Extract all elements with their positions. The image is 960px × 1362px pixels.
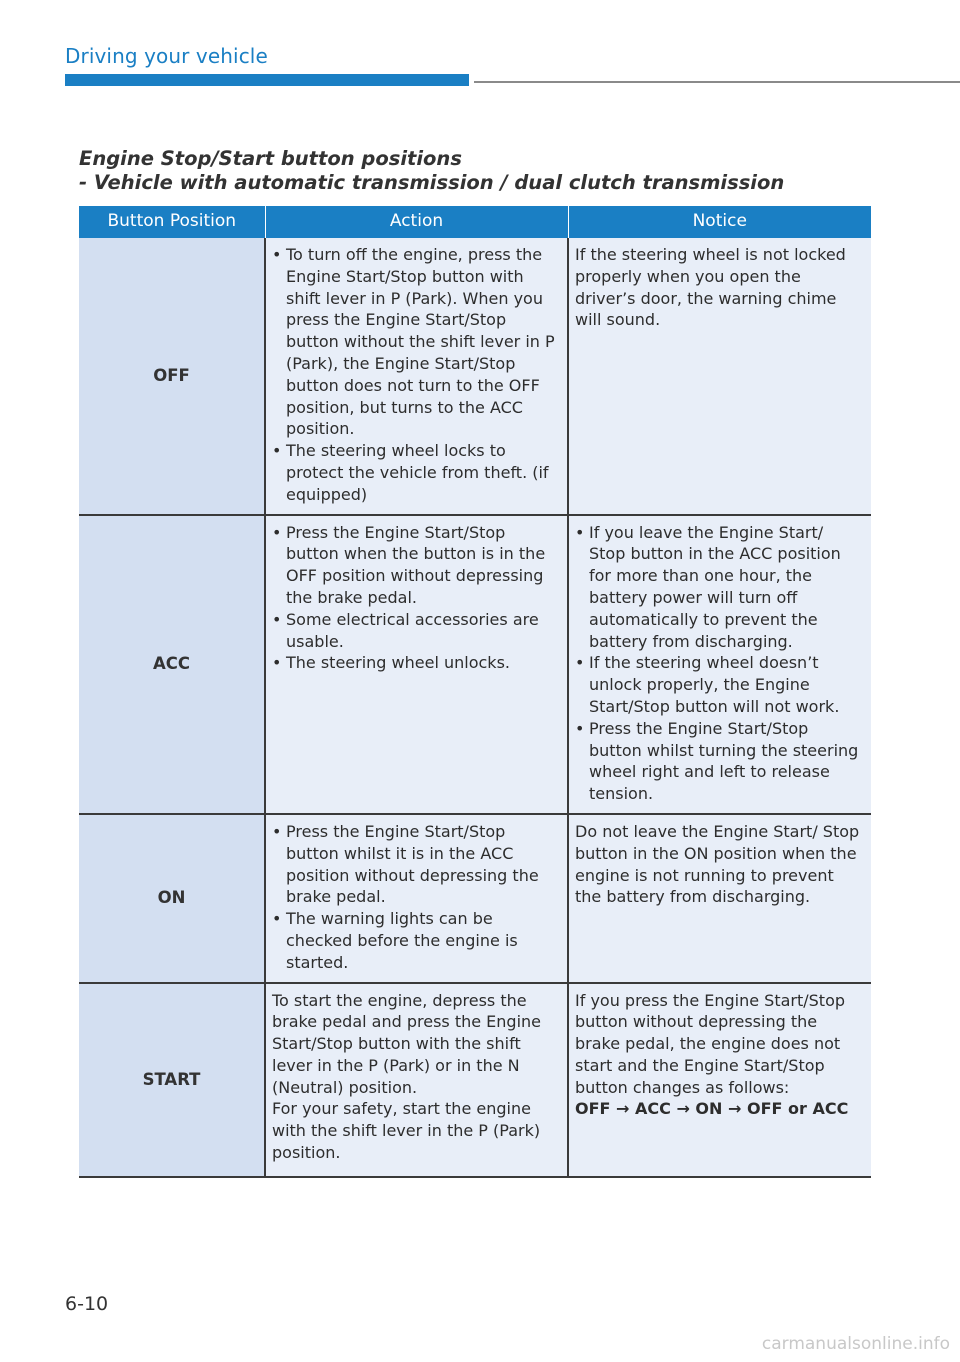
list-item: • Press the Engine Start/Stop button whilst it is in the ACC position without depressing the brake pedal. [272, 821, 560, 908]
action-safety-text: For your safety, start the engine with the shift lever in the P (Park) position. [272, 1099, 541, 1163]
notice-cell [568, 515, 871, 814]
page-number: 6-10 [65, 1293, 109, 1315]
list-item: • Press the Engine Start/Stop button when the button is in the OFF position without depressing the brake pedal. [272, 522, 560, 609]
heading-line-2: - Vehicle with automatic transmission / dual clutch transmission [79, 171, 785, 194]
position-cell: START [79, 983, 265, 1177]
section-title: Driving your vehicle [65, 44, 268, 68]
action-cell [265, 238, 568, 515]
action-cell [265, 983, 568, 1177]
page-heading [79, 147, 879, 195]
notice-cell: Do not leave the Engine Start/ Stop button in the ON position when the engine is not running to prevent the battery from discharging. [568, 814, 871, 983]
action-cell [265, 814, 568, 983]
table-row-on [79, 814, 871, 983]
column-header-notice: Notice [568, 206, 871, 238]
header-accent-bar [65, 74, 469, 86]
column-header-position: Button Position [79, 206, 265, 238]
list-item: • The warning lights can be checked before the engine is started. [272, 908, 560, 973]
action-cell [265, 515, 568, 814]
notice-cell: If the steering wheel is not locked properly when you open the driver’s door, the warning chime will sound. [568, 238, 871, 515]
heading-line-1: Engine Stop/Start button positions [79, 147, 462, 170]
position-cell: ACC [79, 515, 265, 814]
button-positions-table [79, 206, 871, 1178]
header-divider [474, 81, 960, 83]
table-row-off [79, 238, 871, 515]
watermark: carmanualsonline.info [761, 1334, 950, 1354]
notice-cell [568, 983, 871, 1177]
list-item: • The steering wheel unlocks. [272, 652, 560, 674]
list-item: • To turn off the engine, press the Engine Start/Stop button with shift lever in P (Park). When you press the Engine Start/Stop button without the shift lever in P (Park), the Engine Start/Stop button does not turn to the OFF position, but turns to the ACC position. [272, 244, 560, 440]
position-sequence: OFF → ACC → ON → OFF or ACC [575, 1099, 849, 1119]
list-item: • Press the Engine Start/Stop button whilst turning the steering wheel right and left to release tension. [575, 718, 864, 805]
list-item: • If you leave the Engine Start/ Stop button in the ACC position for more than one hour, the battery power will turn off automatically to prevent the battery from discharging. [575, 522, 864, 653]
notice-text: If you press the Engine Start/Stop button without depressing the brake pedal, the engine does not start and the Engine Start/Stop button changes as follows: [575, 990, 846, 1097]
position-cell: ON [79, 814, 265, 983]
list-item: • If the steering wheel doesn’t unlock properly, the Engine Start/Stop button will not work. [575, 652, 864, 717]
list-item: • The steering wheel locks to protect the vehicle from theft. (if equipped) [272, 440, 560, 505]
column-header-action: Action [265, 206, 568, 238]
table-row-start [79, 983, 871, 1177]
table-row-acc [79, 515, 871, 814]
list-item: • Some electrical accessories are usable. [272, 609, 560, 653]
position-cell: OFF [79, 238, 265, 515]
action-text: To start the engine, depress the brake pedal and press the Engine Start/Stop button with the shift lever in the P (Park) or in the N (Neutral) position. [272, 990, 542, 1097]
